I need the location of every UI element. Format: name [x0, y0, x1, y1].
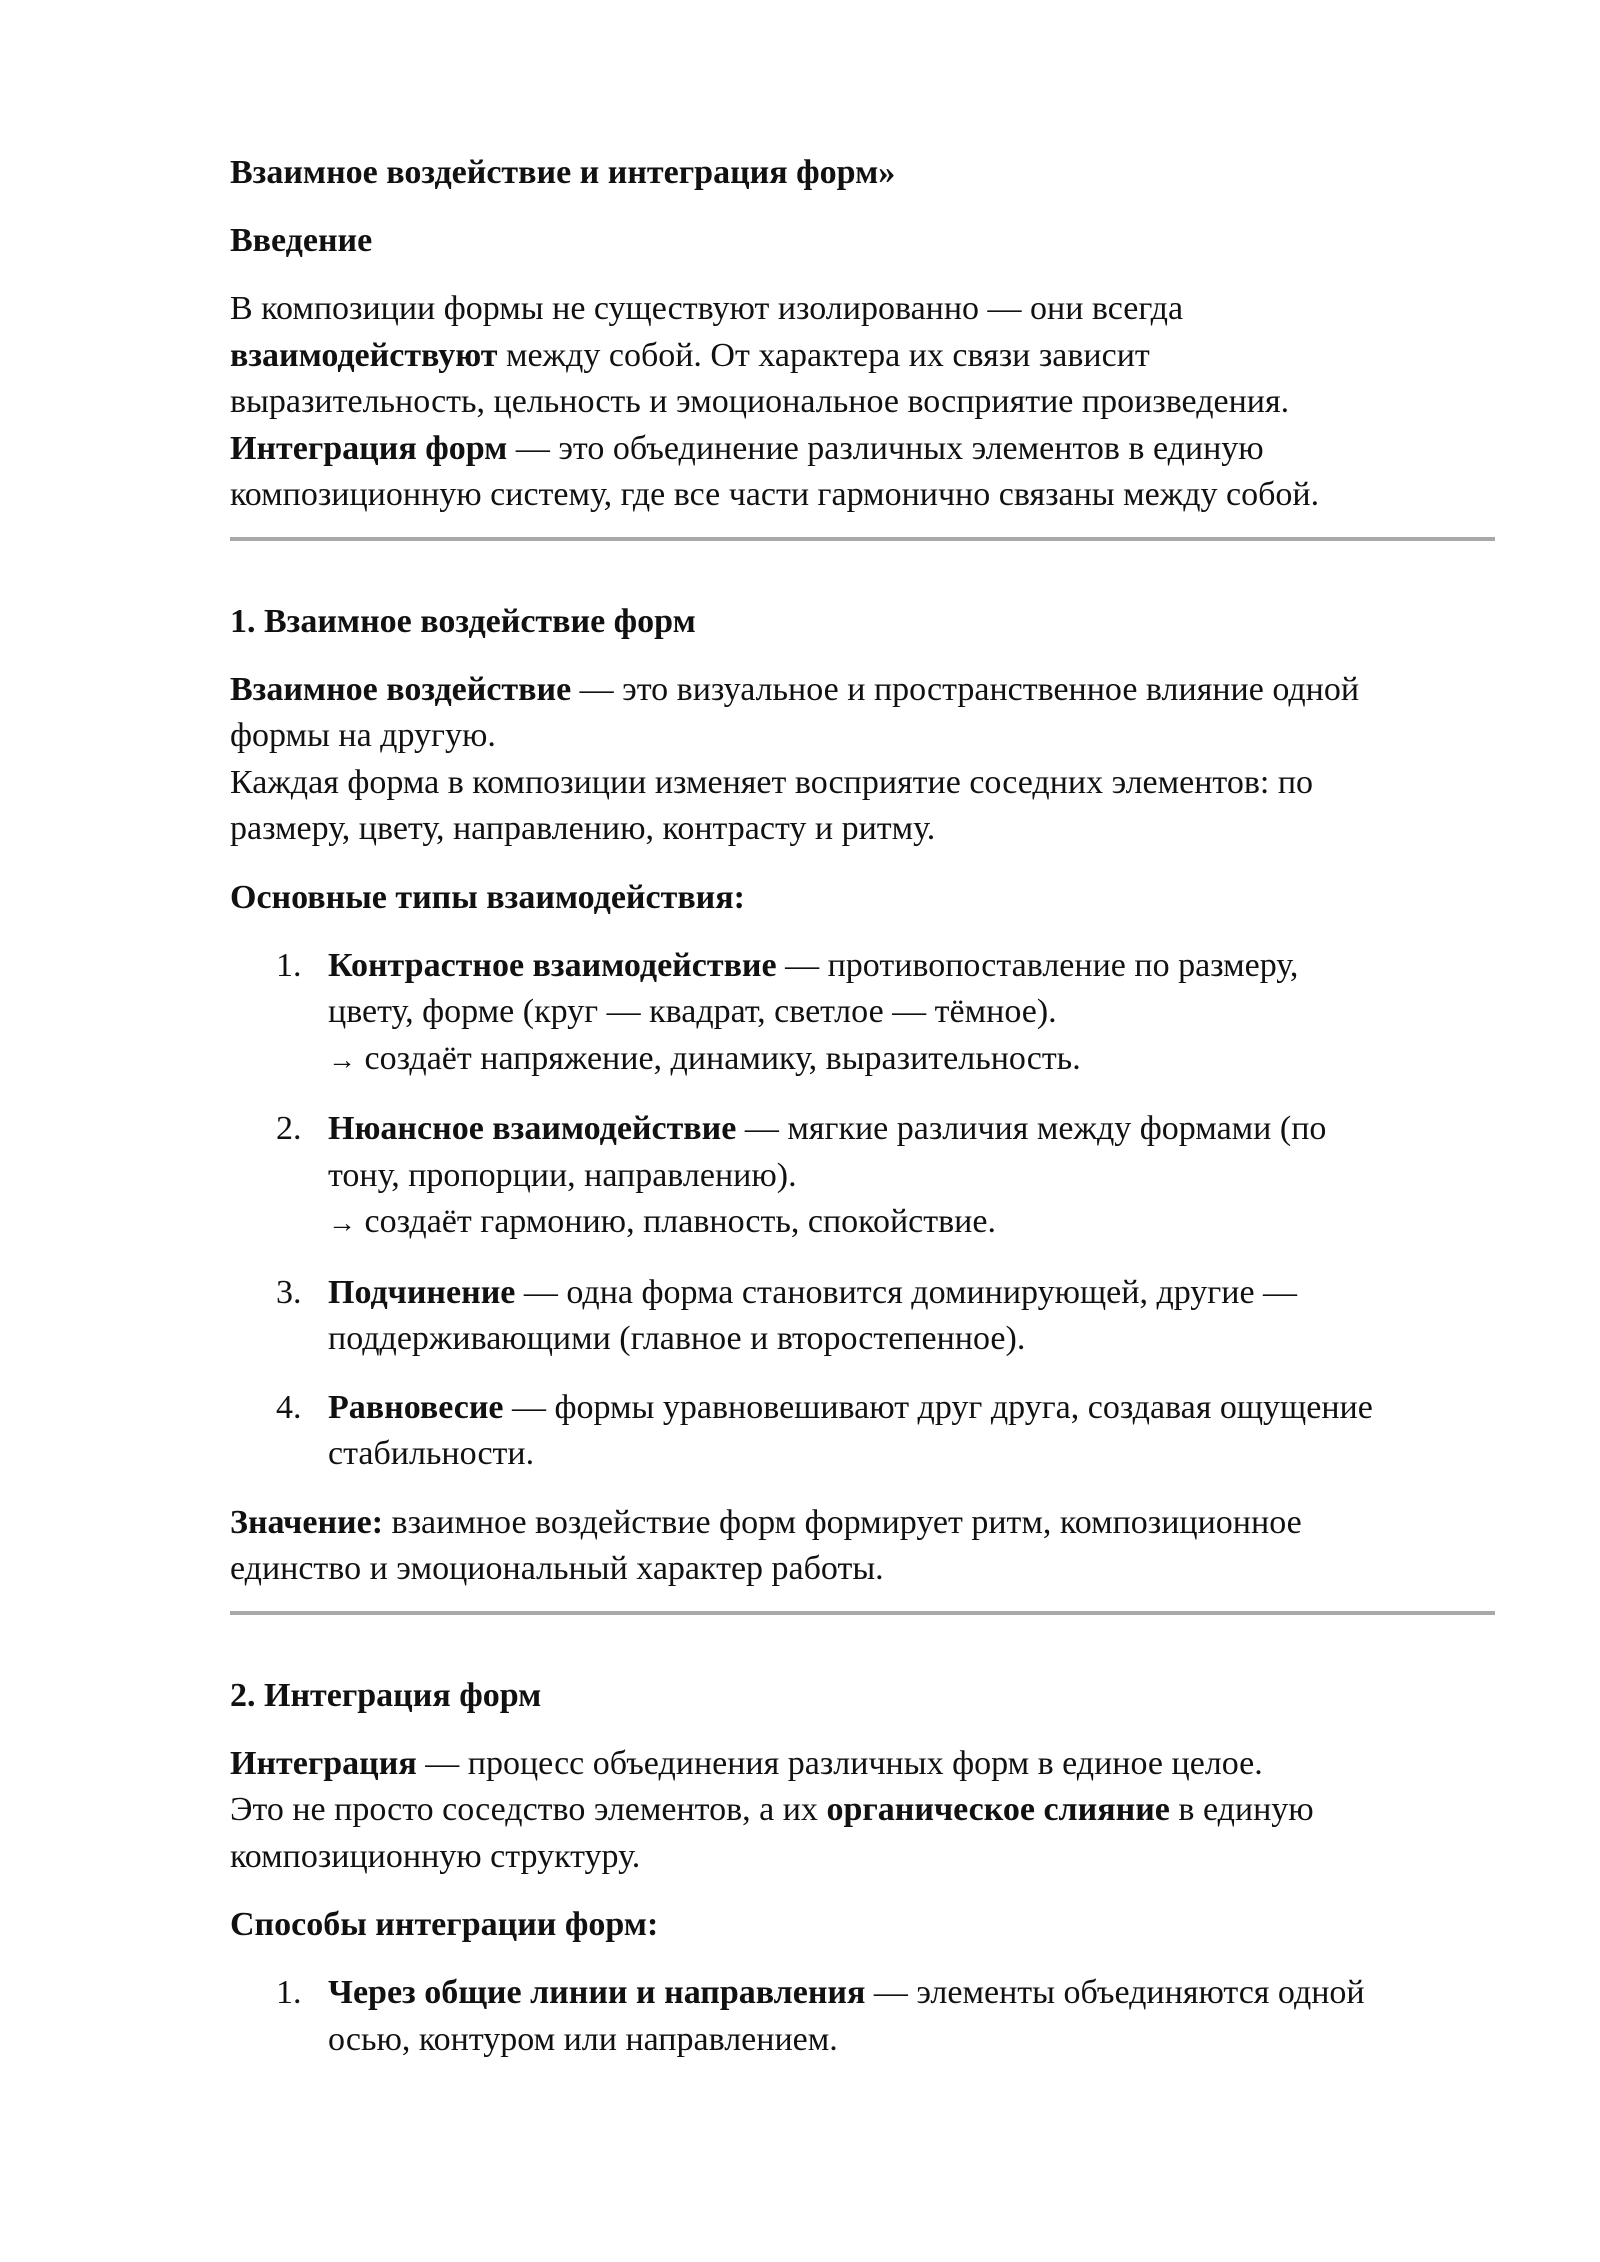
section-2-bold-merge: органическое слияние	[826, 1791, 1170, 1828]
intro-heading: Введение	[230, 222, 373, 259]
list-item-number: 4.	[276, 1388, 302, 1426]
intro-line-1: В композиции формы не существуют изолированно — они всегда	[230, 290, 1184, 327]
list-item-number: 3.	[276, 1273, 302, 1311]
list-item-number: 1.	[276, 946, 302, 984]
list-item-term: Подчинение	[328, 1273, 516, 1311]
section-2-definition	[230, 1741, 1510, 1881]
methods-list	[230, 1970, 1510, 2063]
section-1-heading: 1. Взаимное воздействие форм	[230, 602, 696, 640]
list-item-text: — противопоставление по размеру,	[776, 946, 1299, 984]
section-1-desc-line-2: размеру, цвету, направлению, контрасту и ритму.	[230, 810, 936, 847]
intro-line-4-rest: — это объединение различных элементов в единую	[507, 429, 1264, 467]
list-item-line-2: тону, пропорции, направлению).	[328, 1156, 797, 1194]
methods-heading: Способы интеграции форм:	[230, 1906, 659, 1943]
list-item-text: — формы уравновешивают друг друга, создавая ощущение	[503, 1388, 1373, 1426]
list-item-term: Контрастное взаимодействие	[328, 946, 777, 984]
list-item-text: — мягкие различия между формами (по	[736, 1110, 1327, 1147]
list-item-line-2: цвету, форме (круг — квадрат, светлое — тёмное).	[328, 993, 1057, 1030]
list-item-term: Через общие линии и направления	[328, 1974, 866, 2011]
document-title: Взаимное воздействие и интеграция форм»	[230, 154, 896, 191]
section-1-def-rest: — это визуальное и пространственное влияние одной	[571, 670, 1360, 708]
intro-bold-integration: Интеграция форм	[230, 429, 508, 467]
list-item-term: Равновесие	[328, 1388, 504, 1426]
section-2-def-rest: — процесс объединения различных форм в единое целое.	[416, 1744, 1263, 1782]
list-item	[230, 1270, 1510, 1363]
list-item-number: 1.	[276, 1974, 302, 2011]
meaning-paragraph	[230, 1500, 1510, 1593]
section-1-definition	[230, 667, 1510, 853]
list-item	[230, 943, 1510, 1085]
list-item	[230, 1970, 1510, 2063]
list-item-line-3: создаёт напряжение, динамику, выразительность.	[356, 1039, 1081, 1077]
list-item-line-2: осью, контуром или направлением.	[328, 2020, 838, 2058]
intro-bold-interact: взаимодействуют	[230, 336, 498, 374]
list-item-line-3: создаёт гармонию, плавность, спокойствие.	[356, 1203, 996, 1240]
section-1-def-line-2: формы на другую.	[230, 717, 496, 754]
list-item-text: — одна форма становится доминирующей, другие —	[515, 1273, 1298, 1311]
types-heading: Основные типы взаимодействия:	[230, 878, 745, 916]
intro-line-5: композиционную систему, где все части гармонично связаны между собой.	[230, 476, 1320, 513]
intro-line-2-rest: между собой. От характера их связи зависит	[497, 336, 1150, 374]
section-1-desc-line-1: Каждая форма в композиции изменяет восприятие соседних элементов: по	[230, 763, 1314, 801]
arrow-right-icon: →	[328, 1044, 356, 1076]
section-2-line-2-start: Это не просто соседство элементов, а их	[230, 1791, 827, 1828]
meaning-label: Значение:	[230, 1503, 384, 1541]
list-item-number: 2.	[276, 1110, 302, 1147]
section-2-def-term: Интеграция	[230, 1744, 417, 1782]
list-item-text: — элементы объединяются одной	[865, 1974, 1365, 2011]
intro-line-3: выразительность, цельность и эмоциональное восприятие произведения.	[230, 383, 1290, 420]
list-item	[230, 1106, 1510, 1248]
section-1-def-term: Взаимное воздействие	[230, 670, 572, 708]
list-item-line-2: поддерживающими (главное и второстепенное).	[328, 1320, 1026, 1357]
meaning-line-2: единство и эмоциональный характер работы.	[230, 1550, 884, 1587]
list-item	[230, 1385, 1510, 1478]
intro-paragraph	[230, 286, 1510, 519]
types-list	[230, 943, 1510, 1478]
section-2-line-2-rest: в единую	[1169, 1791, 1314, 1828]
section-2-heading: 2. Интеграция форм	[230, 1676, 542, 1714]
arrow-right-icon: →	[328, 1208, 356, 1239]
list-item-term: Нюансное взаимодействие	[328, 1110, 737, 1147]
meaning-text: взаимное воздействие форм формирует ритм, композиционное	[383, 1503, 1302, 1541]
list-item-line-2: стабильности.	[328, 1435, 535, 1472]
section-2-line-3: композиционную структуру.	[230, 1837, 641, 1875]
